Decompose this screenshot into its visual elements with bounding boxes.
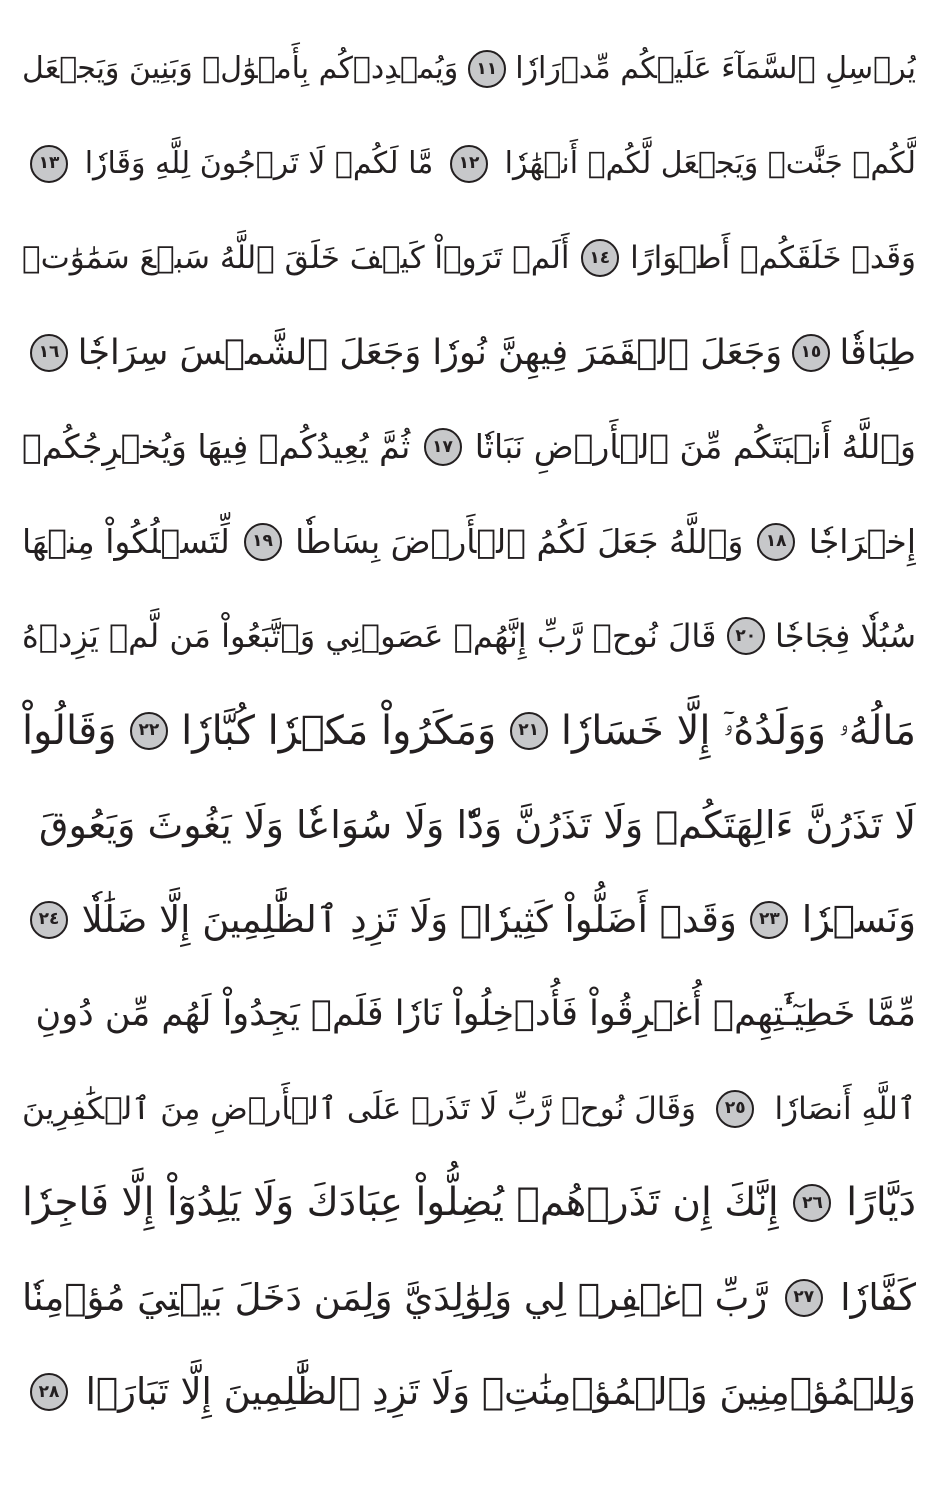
ayah-number-marker — [716, 1090, 754, 1128]
verse-text: أَلَمۡ تَرَوۡاْ كَيۡفَ خَلَقَ ٱللَّهُ سَبۡعَ سَمَٰوَٰتٖ — [22, 240, 570, 277]
text-line — [22, 684, 916, 779]
text-line — [22, 306, 916, 401]
ayah-number: ١٧ — [432, 436, 453, 457]
verse-text: مَالُهُۥ وَوَلَدُهُۥٓ إِلَّا خَسَارٗا — [560, 707, 916, 754]
ayah-number-marker — [510, 712, 548, 750]
ayah-number: ١٩ — [252, 531, 273, 552]
verse-text: مَّا لَكُمۡ لَا تَرۡجُونَ لِلَّهِ وَقَارٗا — [84, 145, 434, 181]
ayah-number: ٢٣ — [759, 909, 780, 930]
verse-text: إِخۡرَاجٗا — [808, 521, 916, 561]
text-line — [22, 495, 916, 590]
ayah-number: ١٤ — [589, 247, 611, 268]
verse-text: وَيُمۡدِدۡكُم بِأَمۡوَٰلٖ وَبَنِينَ وَيَجۡعَل — [22, 51, 459, 87]
verse-text: وَقَدۡ خَلَقَكُمۡ أَطۡوَارًا — [630, 240, 916, 277]
verse-text: إِنَّكَ إِن تَذَرۡهُمۡ يُضِلُّواْ عِبَادَكَ وَلَا يَلِدُوٓاْ إِلَّا فَاجِرٗا — [22, 1180, 779, 1226]
verse-text: كَفَّارٗا — [840, 1275, 916, 1319]
verse-text: ٱللَّهِ أَنصَارٗا — [774, 1090, 916, 1127]
text-line — [22, 1345, 916, 1440]
ayah-number: ٢٠ — [735, 625, 757, 646]
ayah-number-marker — [581, 239, 619, 277]
verse-text: سُبُلٗا فِجَاجٗا — [775, 617, 916, 656]
verse-text: ثُمَّ يُعِيدُكُمۡ فِيهَا وَيُخۡرِجُكُمۡ — [22, 427, 411, 467]
verse-text: لَا تَذَرُنَّ ءَالِهَتَكُمۡ وَلَا تَذَرُنَّ وَدّٗا وَلَا سُوَاعٗا وَلَا يَغُوثَ وَيَعُوقَ — [39, 803, 916, 848]
text-line — [22, 1156, 916, 1251]
ayah-number: ٢٦ — [802, 1192, 823, 1213]
verse-text: دَيَّارًا — [846, 1180, 916, 1226]
verse-text: لَّكُمۡ جَنَّٰتٖ وَيَجۡعَل لَّكُمۡ أَنۡهَٰرٗا — [504, 145, 916, 181]
verse-text: وَقَالَ نُوحٞ رَّبِّ لَا تَذَرۡ عَلَى ٱلۡأَرۡضِ مِنَ ٱلۡكَٰفِرِينَ — [22, 1090, 697, 1127]
verse-text: وَقَدۡ أَضَلُّواْ كَثِيرٗاۖ وَلَا تَزِدِ ٱلظَّٰلِمِينَ إِلَّا ضَلَٰلٗا — [81, 897, 737, 941]
verse-text: وَقَالُواْ — [22, 707, 117, 754]
verse-text: قَالَ نُوحٞ رَّبِّ إِنَّهُمۡ عَصَوۡنِي وَٱتَّبَعُواْ مَن لَّمۡ يَزِدۡهُ — [22, 617, 717, 656]
ayah-number: ١٦ — [38, 342, 60, 363]
text-line — [22, 589, 916, 684]
text-line — [22, 1062, 916, 1157]
verse-text: مِّمَّا خَطِيٓـَٰٔتِهِمۡ أُغۡرِقُواْ فَأُدۡخِلُواْ نَارٗا فَلَمۡ يَجِدُواْ لَهُم مِّن دُونِ — [35, 994, 916, 1035]
ayah-number-marker — [793, 1184, 831, 1222]
ayah-number-marker — [468, 50, 506, 88]
text-line — [22, 22, 916, 117]
text-line — [22, 117, 916, 212]
ayah-number-marker — [785, 1279, 823, 1317]
ayah-number-marker — [30, 334, 68, 372]
ayah-number: ١٨ — [765, 531, 787, 552]
text-line — [22, 778, 916, 873]
verse-text: وَلِلۡمُؤۡمِنِينَ وَٱلۡمُؤۡمِنَٰتِۖ وَلَا تَزِدِ ٱلظَّٰلِمِينَ إِلَّا تَبَارَۢا — [85, 1370, 916, 1414]
ayah-number: ٢١ — [518, 720, 539, 741]
text-line — [22, 211, 916, 306]
text-line — [22, 1251, 916, 1346]
ayah-number-marker — [727, 617, 765, 655]
verse-text: لِّتَسۡلُكُواْ مِنۡهَا — [22, 521, 230, 561]
ayah-number: ٢٢ — [138, 720, 160, 741]
verse-text: يُرۡسِلِ ٱلسَّمَآءَ عَلَيۡكُم مِّدۡرَارٗا — [515, 51, 916, 87]
ayah-number-marker — [30, 901, 68, 939]
ayah-number: ١٣ — [38, 153, 60, 174]
ayah-number: ٢٨ — [38, 1381, 60, 1402]
verse-text: وَنَسۡرٗا — [801, 897, 916, 941]
ayah-number: ١٥ — [800, 342, 822, 363]
text-line — [22, 967, 916, 1062]
ayah-number: ١١ — [476, 58, 498, 79]
verse-text: وَٱللَّهُ جَعَلَ لَكُمُ ٱلۡأَرۡضَ بِسَاطٗا — [295, 521, 744, 561]
ayah-number-marker — [424, 428, 462, 466]
ayah-number-marker — [792, 334, 830, 372]
verse-text: وَمَكَرُواْ مَكۡرٗا كُبَّارٗا — [181, 707, 497, 754]
ayah-number: ٢٥ — [724, 1098, 746, 1119]
ayah-number: ٢٤ — [38, 909, 60, 930]
ayah-number-marker — [30, 145, 68, 183]
ayah-number: ١٢ — [458, 153, 480, 174]
text-line — [22, 873, 916, 968]
verse-text: رَّبِّ ٱغۡفِرۡ لِي وَلِوَٰلِدَيَّ وَلِمَن دَخَلَ بَيۡتِيَ مُؤۡمِنٗا — [22, 1275, 768, 1319]
verse-text: وَٱللَّهُ أَنۢبَتَكُم مِّنَ ٱلۡأَرۡضِ نَبَاتٗا — [474, 427, 916, 467]
ayah-number-marker — [750, 901, 788, 939]
ayah-number-marker — [757, 523, 795, 561]
verse-text: وَجَعَلَ ٱلۡقَمَرَ فِيهِنَّ نُورٗا وَجَعَلَ ٱلشَّمۡسَ سِرَاجٗا — [77, 332, 783, 373]
ayah-number-marker — [130, 712, 168, 750]
ayah-number-marker — [450, 145, 488, 183]
text-line — [22, 400, 916, 495]
ayah-number-marker — [244, 523, 282, 561]
verse-text: طِبَاقٗا — [839, 332, 916, 373]
ayah-number: ٢٧ — [793, 1287, 815, 1308]
ayah-number-marker — [30, 1373, 68, 1411]
